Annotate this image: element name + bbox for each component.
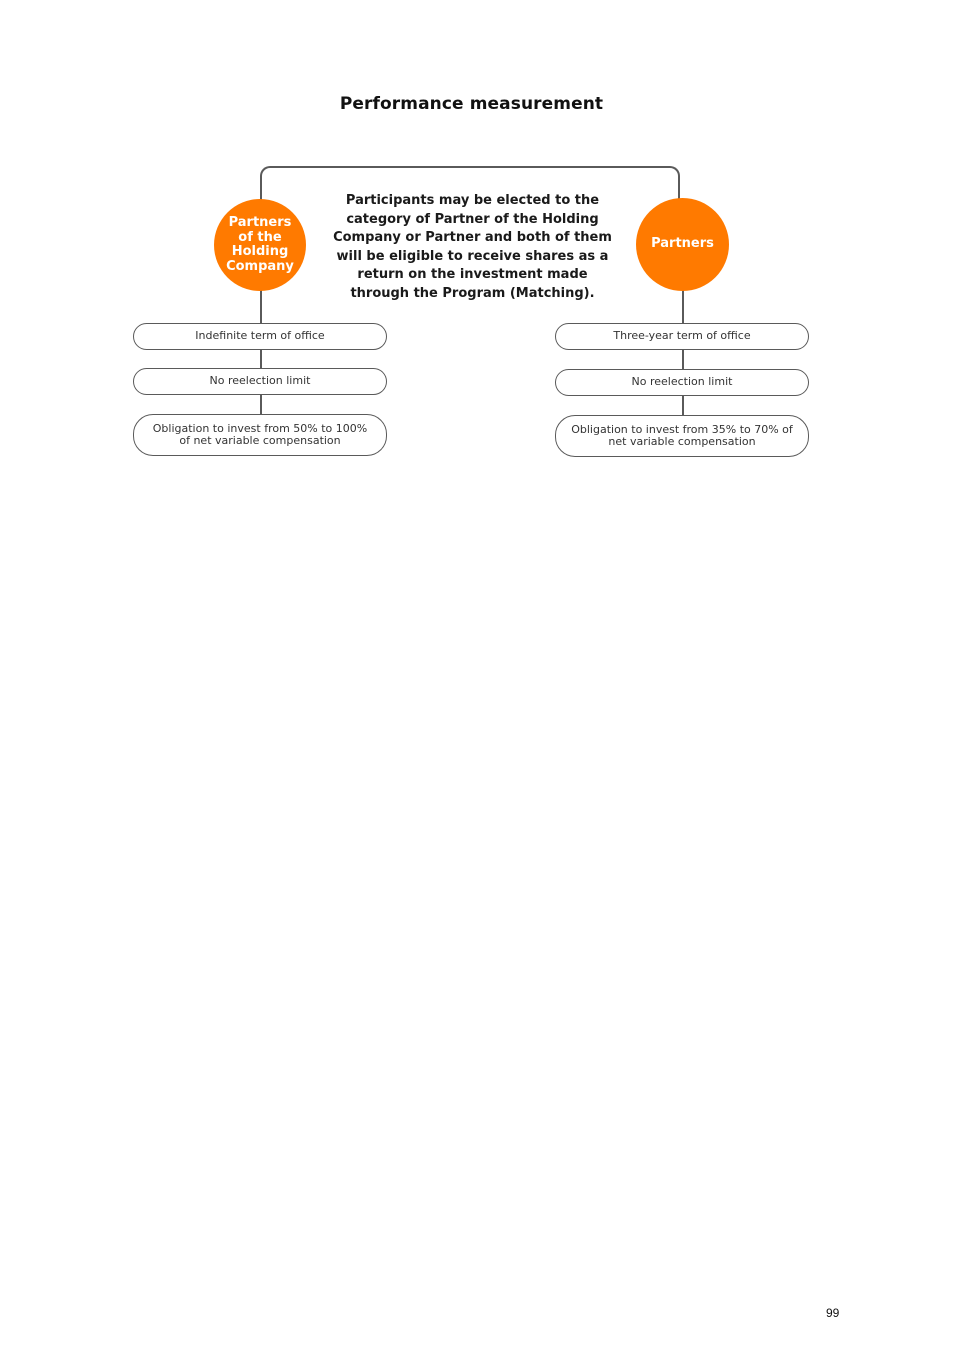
diagram-title: Performance measurement [339,94,604,114]
center-description: Participants may be elected to the category of Partner of the Holding Company or Partner and both of them will be eligible to receive shares as a return on the investment made through the Program (Matching). [333,193,612,301]
left-connector-3 [260,395,262,415]
node-label-line: Company [226,258,294,274]
node-label-line: of the [238,229,282,245]
node-label-line: Partners [228,215,292,230]
right-connector-1 [682,290,684,324]
partners-node [636,198,729,291]
left-connector-2 [260,349,262,369]
left-connector-1 [260,290,262,324]
left-item-term: Indefinite term of office [133,323,387,350]
node-label-line: Partners [651,236,714,252]
partners-holding-company-node [214,199,306,291]
right-connector-2 [682,350,684,370]
right-connector-3 [682,396,684,416]
left-item-reelection: No reelection limit [133,368,387,395]
right-item-investment: Obligation to invest from 35% to 70% of net variable compensation [555,415,809,457]
left-item-investment: Obligation to invest from 50% to 100% of net variable compensation [133,414,387,456]
right-item-reelection: No reelection limit [555,369,809,396]
right-item-term: Three-year term of office [555,323,809,350]
page-number: 99 [826,1306,840,1320]
node-label-line: Holding [231,244,289,259]
